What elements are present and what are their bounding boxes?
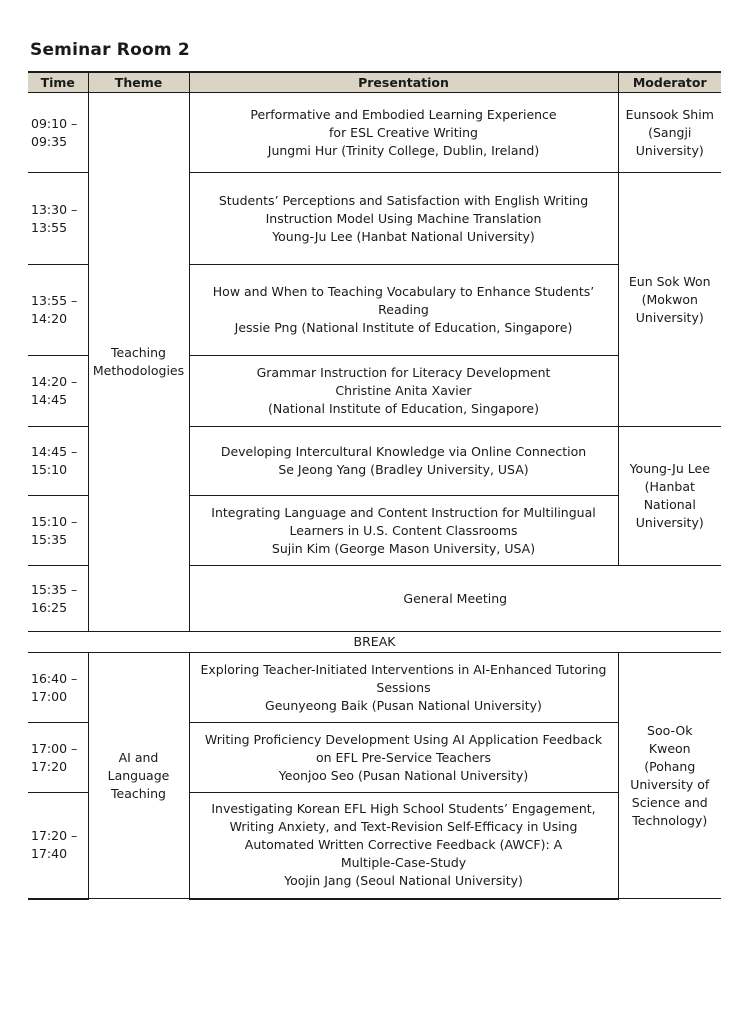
header-time: Time <box>28 72 88 93</box>
theme-cell <box>88 653 189 899</box>
time-start: 14:45 – <box>31 444 78 459</box>
moderator-line: Kweon <box>648 740 691 756</box>
page-title: Seminar Room 2 <box>30 40 190 60</box>
time-end: 09:35 <box>31 133 68 149</box>
presentation-line: Young-Ju Lee (Hanbat National University) <box>272 228 535 244</box>
moderator-line: University) <box>635 515 704 530</box>
presentation-line: Multiple-Case-Study <box>340 855 467 871</box>
theme-line: Methodologies <box>92 363 185 378</box>
presentation-line: Geunyeong Baik (Pusan National University) <box>265 697 542 713</box>
moderator-line: (Hanbat <box>644 479 695 494</box>
table-row <box>28 653 721 723</box>
presentation-line: Investigating Korean EFL High School Students’ Engagement, <box>211 801 596 817</box>
presentation-line: Learners in U.S. Content Classrooms <box>289 522 518 538</box>
presentation-line: Instruction Model Using Machine Translation <box>265 210 542 226</box>
time-cell <box>28 173 88 265</box>
theme-line: Language <box>107 767 170 783</box>
time-end: 15:35 <box>31 531 68 547</box>
theme-line: AI and <box>118 749 159 765</box>
presentation-cell <box>189 496 618 566</box>
presentation-cell <box>189 173 618 265</box>
time-end: 17:00 <box>31 688 68 704</box>
presentation-line: Students’ Perceptions and Satisfaction with English Writing <box>218 192 589 208</box>
presentation-line: Jessie Png (National Institute of Education, Singapore) <box>234 320 573 335</box>
time-cell <box>28 427 88 496</box>
moderator-line: (Sangji <box>648 124 692 140</box>
presentation-cell <box>189 427 618 496</box>
break-row <box>28 632 721 653</box>
presentation-line: Christine Anita Xavier <box>335 383 472 398</box>
moderator-line: Young-Ju Lee <box>629 461 710 476</box>
presentation-line: Developing Intercultural Knowledge via Online Connection <box>220 444 587 459</box>
presentation-line: Sujin Kim (George Mason University, USA) <box>271 540 536 556</box>
moderator-cell <box>618 653 721 899</box>
time-cell <box>28 356 88 427</box>
moderator-line: (Pohang <box>644 758 696 774</box>
presentation-cell <box>189 793 618 899</box>
moderator-line: Eun Sok Won <box>628 273 711 289</box>
time-cell <box>28 653 88 723</box>
general-meeting-cell <box>189 566 721 632</box>
time-cell <box>28 793 88 899</box>
break-label: BREAK <box>28 632 721 653</box>
time-end: 13:55 <box>31 219 68 235</box>
time-cell <box>28 496 88 566</box>
moderator-line: National <box>643 497 696 512</box>
presentation-line: Writing Proficiency Development Using AI Application Feedback <box>204 731 603 747</box>
presentation-line: Sessions <box>376 679 431 695</box>
theme-line: Teaching <box>111 785 166 801</box>
time-end: 14:20 <box>31 311 68 326</box>
presentation-line: Automated Written Corrective Feedback (AWCF): A <box>244 837 563 853</box>
time-cell <box>28 93 88 173</box>
moderator-cell <box>618 427 721 566</box>
time-end: 17:20 <box>31 758 68 774</box>
table-row <box>28 93 721 173</box>
time-cell <box>28 566 88 632</box>
header-moderator: Moderator <box>618 72 721 93</box>
theme-cell <box>88 93 189 632</box>
time-start: 16:40 – <box>31 670 78 686</box>
moderator-line: Science and <box>631 794 708 810</box>
moderator-cell <box>618 93 721 173</box>
time-cell <box>28 723 88 793</box>
moderator-line: Soo-Ok <box>647 722 693 738</box>
presentation-line: Yoojin Jang (Seoul National University) <box>284 873 523 889</box>
time-start: 17:20 – <box>31 828 78 844</box>
presentation-line: Yeonjoo Seo (Pusan National University) <box>278 767 529 783</box>
moderator-line: Eunsook Shim <box>625 106 714 122</box>
presentation-line: Performative and Embodied Learning Experience <box>250 106 557 122</box>
presentation-line: (National Institute of Education, Singapore) <box>268 401 539 416</box>
header-row <box>28 72 721 93</box>
presentation-line: Reading <box>378 302 429 317</box>
presentation-cell <box>189 265 618 356</box>
presentation-line: for ESL Creative Writing <box>329 124 478 140</box>
schedule-table <box>28 71 721 900</box>
presentation-line: on EFL Pre-Service Teachers <box>315 749 492 765</box>
time-start: 14:20 – <box>31 374 78 389</box>
time-start: 13:30 – <box>31 201 78 217</box>
header-presentation: Presentation <box>189 72 618 93</box>
time-end: 14:45 <box>31 392 68 407</box>
presentation-cell <box>189 653 618 723</box>
moderator-line: Technology) <box>632 812 708 828</box>
presentation-line: Writing Anxiety, and Text-Revision Self-Efficacy in Using <box>229 819 578 835</box>
time-start: 09:10 – <box>31 115 78 131</box>
presentation-cell <box>189 723 618 793</box>
time-end: 17:40 <box>31 846 68 862</box>
time-cell <box>28 265 88 356</box>
presentation-line: General Meeting <box>403 590 508 606</box>
time-end: 15:10 <box>31 462 68 477</box>
moderator-line: University) <box>635 142 704 158</box>
presentation-line: Se Jeong Yang (Bradley University, USA) <box>278 462 529 477</box>
presentation-line: How and When to Teaching Vocabulary to Enhance Students’ <box>212 284 595 299</box>
moderator-line: University of <box>630 776 710 792</box>
moderator-line: (Mokwon <box>641 291 698 307</box>
time-end: 16:25 <box>31 599 68 615</box>
time-start: 17:00 – <box>31 740 78 756</box>
presentation-line: Integrating Language and Content Instruction for Multilingual <box>211 504 596 520</box>
time-start: 13:55 – <box>31 293 78 308</box>
moderator-line: University) <box>635 309 704 325</box>
presentation-cell <box>189 356 618 427</box>
presentation-cell <box>189 93 618 173</box>
presentation-line: Exploring Teacher-Initiated Interventions in AI-Enhanced Tutoring <box>200 661 607 677</box>
time-start: 15:35 – <box>31 581 78 597</box>
moderator-cell <box>618 173 721 427</box>
presentation-line: Jungmi Hur (Trinity College, Dublin, Ireland) <box>267 142 540 158</box>
header-theme: Theme <box>88 72 189 93</box>
presentation-line: Grammar Instruction for Literacy Development <box>256 365 551 380</box>
theme-line: Teaching <box>111 345 166 360</box>
time-start: 15:10 – <box>31 513 78 529</box>
